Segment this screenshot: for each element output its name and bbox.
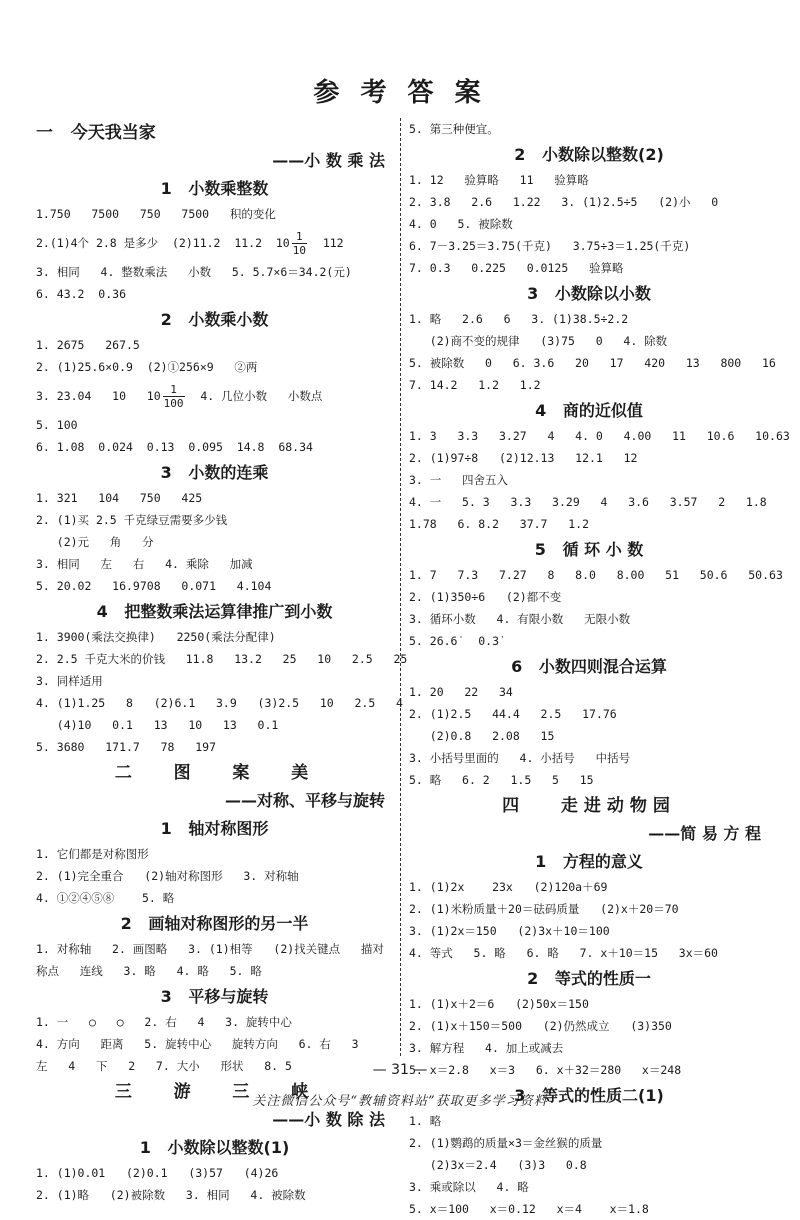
section-heading: 4 商的近似值 <box>535 401 643 420</box>
answer-line: 2. 3.8 2.6 1.22 3. (1)2.5÷5 (2)小 0 <box>409 195 719 209</box>
section-heading: 2 画轴对称图形的另一半 <box>120 914 309 933</box>
right-column <box>409 118 790 1220</box>
answer-line: 1. 321 104 750 425 <box>36 491 203 505</box>
answer-line: 3. (1)2x＝150 (2)3x＋10＝100 <box>409 924 610 938</box>
answer-line: 1. 12 验算略 11 验算略 <box>409 173 589 187</box>
answer-text: 2.(1)4个 2.8 是多少 (2)11.2 11.2 10 <box>36 236 290 250</box>
answer-line: 4. ①②④⑤⑧ 5. 略 <box>36 891 175 905</box>
page-number: — 31 — <box>372 1062 428 1078</box>
answer-line: 2. (1)25.6×0.9 (2)①256×9 ②两 <box>36 360 258 374</box>
answer-line: 1. 2675 267.5 <box>36 338 140 352</box>
answer-line: 1.78 6. 8.2 37.7 1.2 <box>409 517 590 531</box>
answer-line: 1. 7 7.3 7.27 8 8.0 8.00 51 50.6 50.63 <box>409 568 783 582</box>
answer-line: 3. 同样适用 <box>36 674 103 688</box>
answer-line: 6. 1.08 0.024 0.13 0.095 14.8 68.34 <box>36 440 313 454</box>
answer-line: 6. 43.2 0.36 <box>36 287 127 301</box>
section-heading: 2 小数乘小数 <box>160 310 269 329</box>
section-heading: 3 小数的连乘 <box>160 463 269 482</box>
section-heading: 2 等式的性质一 <box>527 969 651 988</box>
unit-subtitle: ——小 数 除 法 <box>272 1110 385 1129</box>
answer-line: 1. 一 ○ ○ 2. 右 4 3. 旋转中心 <box>36 1015 292 1029</box>
answer-line: 2. (1)鹦鹉的质量×3＝金丝猴的质量 <box>409 1136 603 1150</box>
answer-line: 3. 循环小数 4. 有限小数 无限小数 <box>409 612 631 626</box>
fraction-numerator: 1 <box>163 383 185 397</box>
answer-line: 1. 对称轴 2. 画图略 3. (1)相等 (2)找关键点 描对 <box>36 942 384 956</box>
answer-line: 称点 连线 3. 略 4. 略 5. 略 <box>36 964 262 978</box>
answer-line: 2. (1)x＋150＝500 (2)仍然成立 (3)350 <box>409 1019 672 1033</box>
section-heading: 1 小数除以整数(1) <box>139 1138 290 1157</box>
section-heading: 3 平移与旋转 <box>160 987 269 1006</box>
answer-line: 3. 相同 4. 整数乘法 小数 5. 5.7×6＝34.2(元) <box>36 265 352 279</box>
fraction <box>292 230 307 257</box>
answer-line: 左 4 下 2 7. 大小 形状 8. 5 <box>36 1059 292 1073</box>
answer-line: 5. x＝100 x＝0.12 x＝4 x＝1.8 <box>409 1202 649 1216</box>
answer-line: 1. 20 22 34 <box>409 685 513 699</box>
answer-line: 2. (1)350÷6 (2)都不变 <box>409 590 562 604</box>
answer-line: 7. 0.3 0.225 0.0125 验算略 <box>409 261 624 275</box>
unit-heading: 四 走进动物园 <box>502 796 676 816</box>
answer-line: (2)商不变的规律 (3)75 0 4. 除数 <box>409 334 668 348</box>
unit-heading: 一 今天我当家 <box>36 123 156 143</box>
answer-line: 5. 略 6. 2 1.5 5 15 <box>409 773 594 787</box>
answer-line: 6. 7－3.25＝3.75(千克) 3.75÷3＝1.25(千克) <box>409 239 691 253</box>
answer-line: 5. 20.02 16.9708 0.071 4.104 <box>36 579 272 593</box>
fraction-denominator: 10 <box>292 244 306 257</box>
answer-line: 1.750 7500 750 7500 积的变化 <box>36 207 276 221</box>
section-heading: 1 方程的意义 <box>535 852 643 871</box>
answer-line: 2. (1)略 (2)被除数 3. 相同 4. 被除数 <box>36 1188 306 1202</box>
answer-line: 1. 3900(乘法交换律) 2250(乘法分配律) <box>36 630 276 644</box>
unit-subtitle: ——简 易 方 程 <box>648 824 761 843</box>
answer-line: 3. 小括号里面的 4. 小括号 中括号 <box>409 751 631 765</box>
section-heading: 1 小数乘整数 <box>160 179 269 198</box>
answer-line <box>36 225 393 261</box>
answer-line: 4. 方向 距离 5. 旋转中心 旋转方向 6. 右 3 <box>36 1037 359 1051</box>
section-heading: 5 循 环 小 数 <box>534 540 644 559</box>
answer-line: 1. 3 3.3 3.27 4 4. 0 4.00 11 10.6 10.63 <box>409 429 790 443</box>
section-heading: 6 小数四则混合运算 <box>511 657 667 676</box>
answer-line: 4. 0 5. 被除数 <box>409 217 513 231</box>
fraction-denominator: 100 <box>163 397 184 410</box>
answer-line: 2. 2.5 千克大米的价钱 11.8 13.2 25 10 2.5 25 <box>36 652 408 666</box>
answer-line: 5. x＝2.8 x＝3 6. x＋32＝280 x＝248 <box>409 1063 682 1077</box>
section-heading: 2 小数除以整数(2) <box>514 145 664 164</box>
footer-note: 关注微信公众号“教辅资料站”获取更多学习资料 <box>252 1094 548 1109</box>
answer-line <box>36 378 393 414</box>
answer-text: 3. 23.04 10 10 <box>36 389 161 403</box>
section-heading: 3 等式的性质二(1) <box>514 1086 664 1105</box>
answer-line: 4. (1)1.25 8 (2)6.1 3.9 (3)2.5 10 2.5 4 <box>36 696 403 710</box>
answer-line: 5. 3680 171.7 78 197 <box>36 740 217 754</box>
page-title: 参 考 答 案 <box>313 78 487 108</box>
answer-line: 1. 它们都是对称图形 <box>36 847 149 861</box>
answer-line: 5. 100 <box>36 418 78 432</box>
answer-line: (4)10 0.1 13 10 13 0.1 <box>36 718 279 732</box>
answer-line: 1. (1)0.01 (2)0.1 (3)57 (4)26 <box>36 1166 279 1180</box>
fraction-numerator: 1 <box>292 230 307 244</box>
answer-line: 7. 14.2 1.2 1.2 <box>409 378 541 392</box>
section-heading: 4 把整数乘法运算律推广到小数 <box>96 602 333 621</box>
answer-line: 2. (1)2.5 44.4 2.5 17.76 <box>409 707 617 721</box>
answer-line: 5. 被除数 0 6. 3.6 20 17 420 13 800 16 <box>409 356 776 370</box>
answer-line: (2)0.8 2.08 15 <box>409 729 555 743</box>
answer-line: 1. 略 2.6 6 3. (1)38.5÷2.2 <box>409 312 629 326</box>
unit-subtitle: ——对称、平移与旋转 <box>224 791 385 810</box>
answer-line: 4. 一 5. 3 3.3 3.29 4 3.6 3.57 2 1.8 <box>409 495 767 509</box>
answer-line: (2)元 角 分 <box>36 535 154 549</box>
answer-line: 1. 略 <box>409 1114 442 1128</box>
answer-line: 5. 26.6̇ 0.3̇ <box>409 634 500 648</box>
answer-text: 4. 几位小数 小数点 <box>186 389 323 403</box>
answer-line: (2)3x＝2.4 (3)3 0.8 <box>409 1158 587 1172</box>
answer-line: 3. 乘或除以 4. 略 <box>409 1180 529 1194</box>
section-heading: 1 轴对称图形 <box>160 819 269 838</box>
answer-line: 2. (1)完全重合 (2)轴对称图形 3. 对称轴 <box>36 869 299 883</box>
section-heading: 3 小数除以小数 <box>527 284 651 303</box>
unit-heading: 二 图 案 美 <box>114 763 315 783</box>
answer-line: 4. 等式 5. 略 6. 略 7. x＋10＝15 3x＝60 <box>409 946 718 960</box>
answer-line: 1. (1)x＋2＝6 (2)50x＝150 <box>409 997 589 1011</box>
unit-heading: 三 游 三 峡 <box>114 1082 315 1102</box>
answer-line: 5. 第三种便宜。 <box>409 122 499 136</box>
answer-line: 2. (1)米粉质量＋20＝砝码质量 (2)x＋20＝70 <box>409 902 679 916</box>
answer-line: 3. 一 四舍五入 <box>409 473 509 487</box>
fraction <box>163 383 185 410</box>
answer-line: 3. 解方程 4. 加上或减去 <box>409 1041 564 1055</box>
answer-line: 3. 相同 左 右 4. 乘除 加减 <box>36 557 253 571</box>
column-divider <box>400 118 401 1056</box>
answer-line: 2. (1)97÷8 (2)12.13 12.1 12 <box>409 451 638 465</box>
unit-subtitle: ——小 数 乘 法 <box>272 151 385 170</box>
answer-text: 112 <box>308 236 344 250</box>
answer-line: 2. (1)买 2.5 千克绿豆需要多少钱 <box>36 513 228 527</box>
answer-line: 1. (1)2x 23x (2)120a＋69 <box>409 880 608 894</box>
